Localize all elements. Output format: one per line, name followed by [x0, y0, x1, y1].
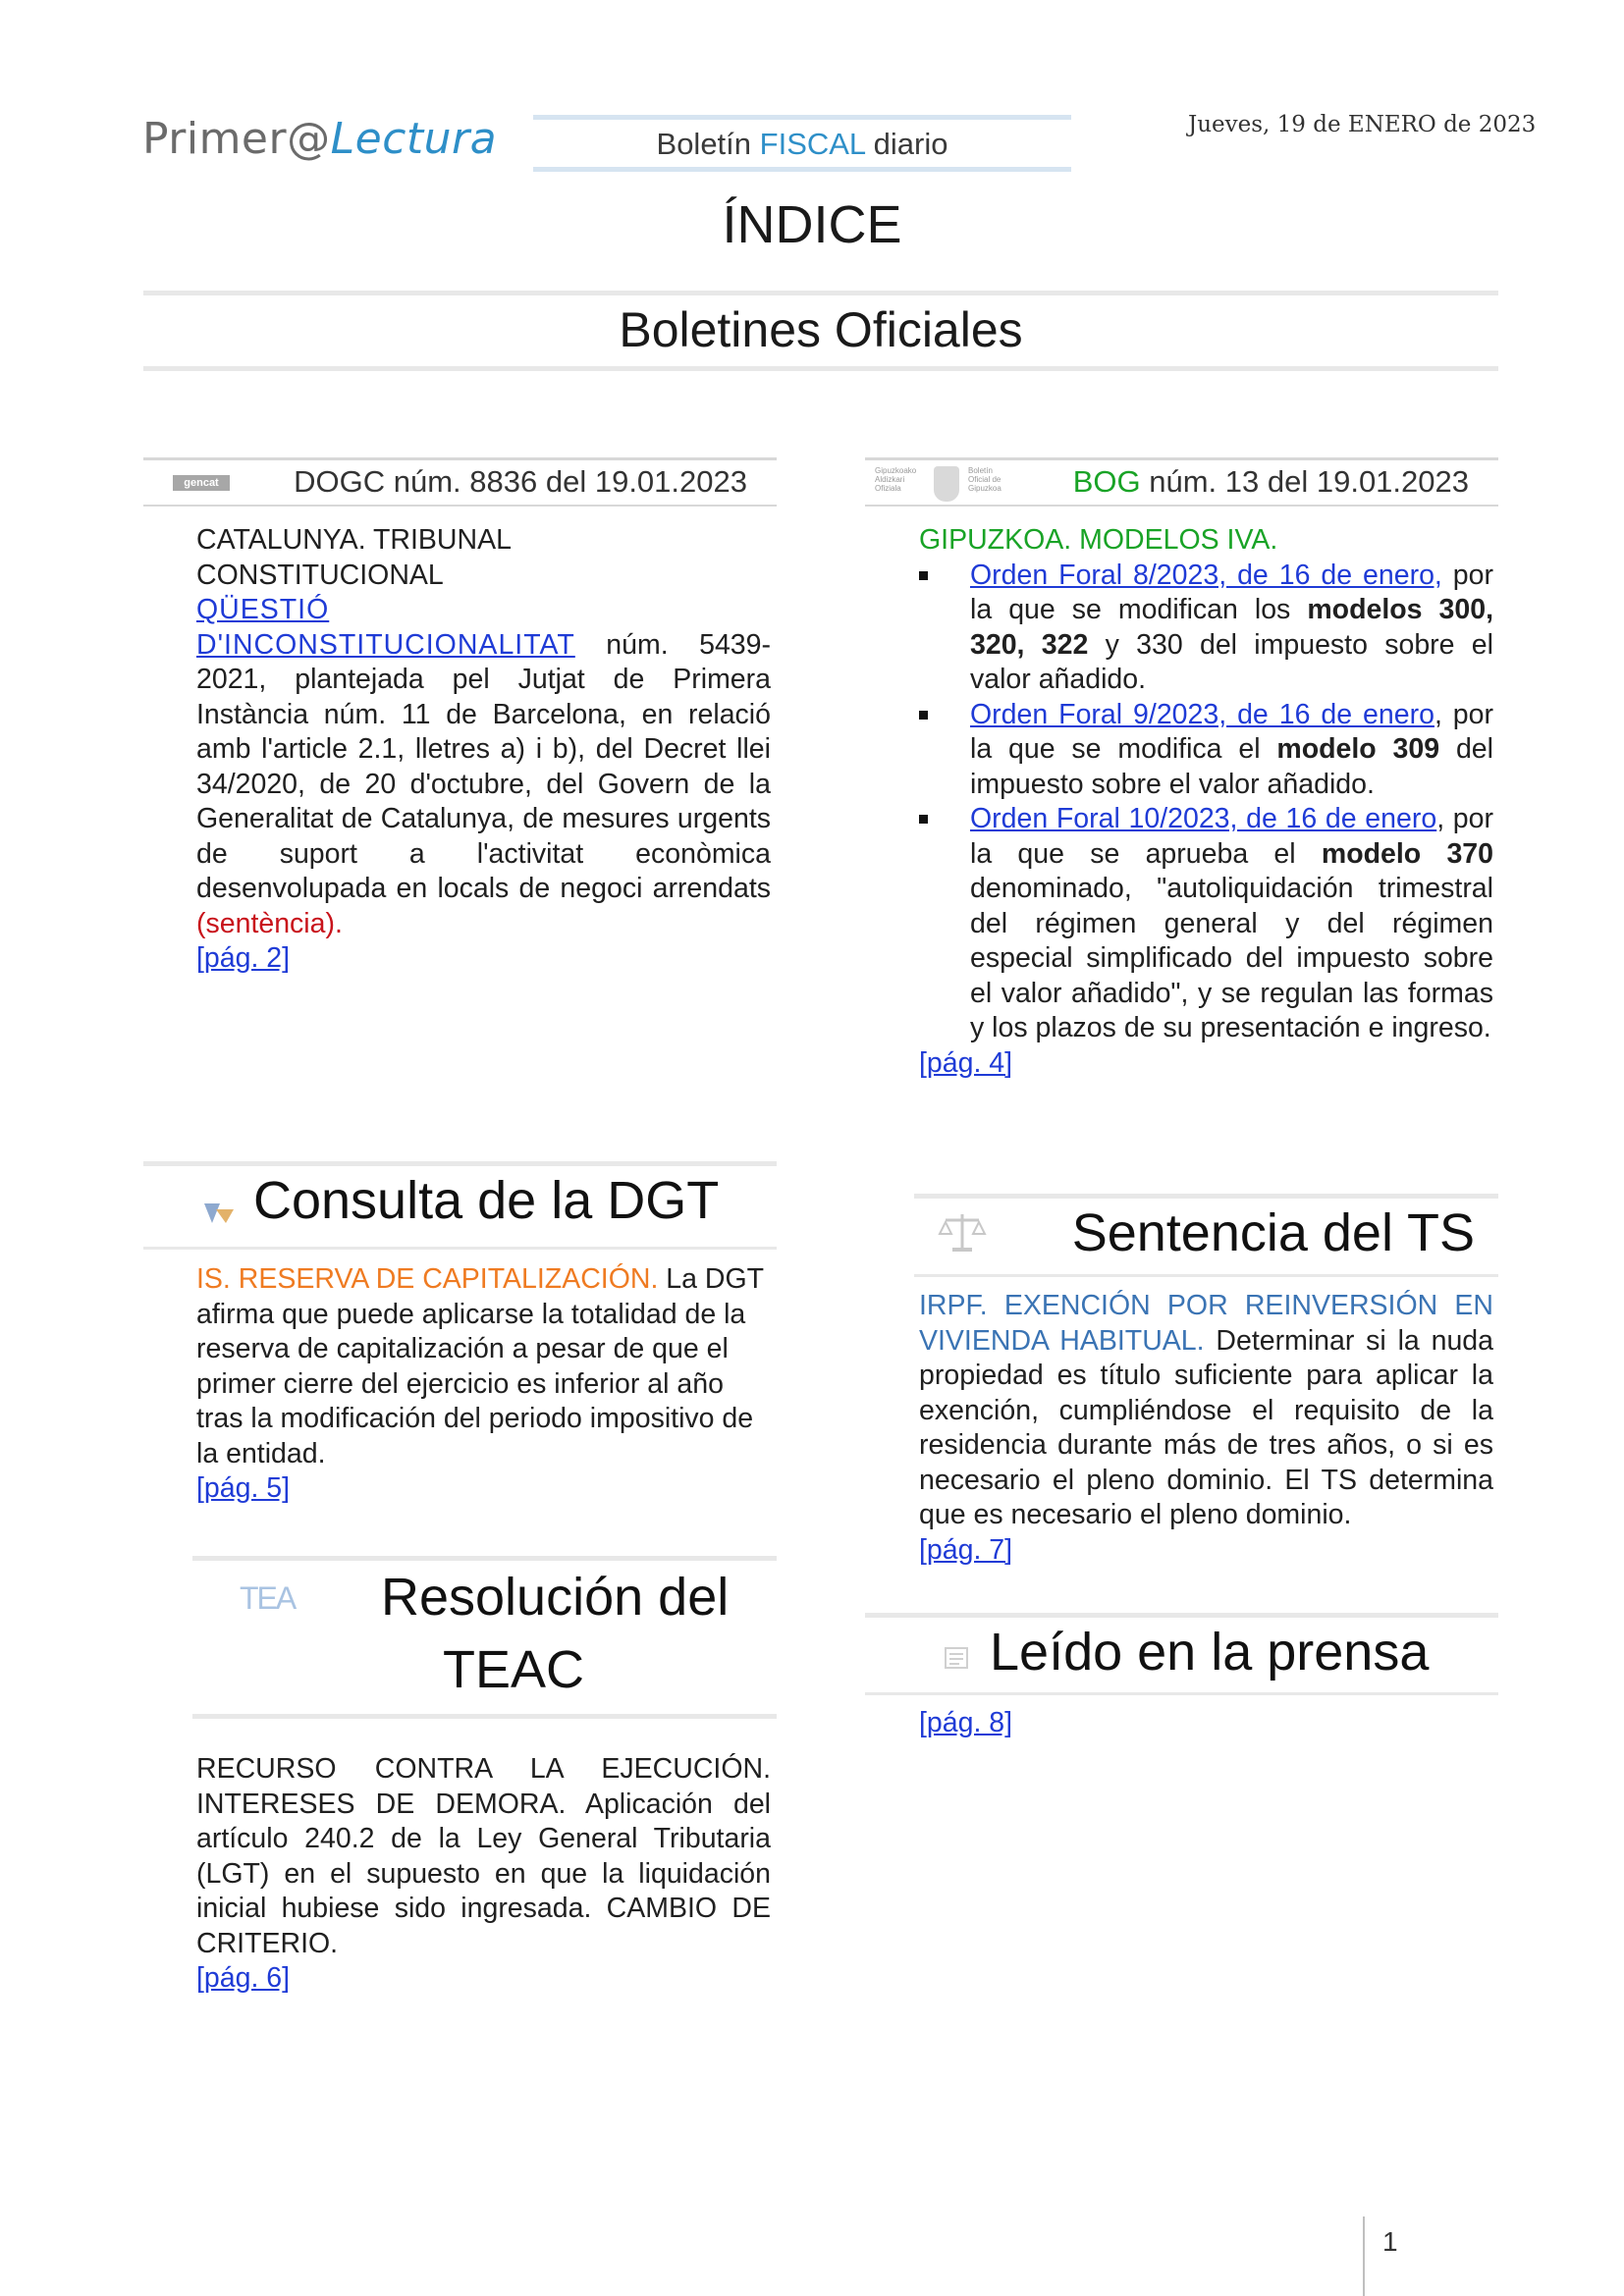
- bog-acronym: BOG: [1072, 464, 1141, 499]
- dogc-body: [196, 593, 771, 941]
- gencat-logo: gencat: [173, 475, 230, 491]
- tea-logo: TEA: [240, 1580, 296, 1616]
- dgt-page-link[interactable]: [pág. 5]: [196, 1472, 291, 1504]
- aeat-logo-icon: [202, 1196, 236, 1225]
- ts-body: [919, 1289, 1493, 1533]
- logo-main: Primer@: [142, 114, 331, 164]
- bullet-icon: [919, 711, 928, 720]
- bog-item-link-2[interactable]: Orden Foral 9/2023, de 16 de enero: [970, 698, 1435, 730]
- bog-item-bold: modelos 300, 320, 322: [970, 594, 1493, 661]
- boletines-title: Boletines Oficiales: [143, 291, 1498, 371]
- bullet-icon: [919, 815, 928, 824]
- teac-body-text: Aplicación del artículo 240.2 de la Ley General Tributaria (LGT) en el supuesto en que la liquidación inicial hubiese sido ingresada.: [196, 1788, 771, 1924]
- dogc-title-line: CATALUNYA. TRIBUNAL CONSTITUCIONAL: [196, 524, 511, 591]
- dgt-body: [196, 1262, 771, 1471]
- bog-section: [919, 523, 1493, 1081]
- dgt-title: Consulta de la DGT: [253, 1171, 720, 1230]
- logo-accent: Lectura: [330, 114, 498, 164]
- bog-title-line: GIPUZKOA. MODELOS IVA.: [919, 524, 1278, 556]
- dogc-body-text: núm. 5439-2021, plantejada pel Jutjat de Primera Instància núm. 11 de Barcelona, en relació amb l'article 2.1, lletres a) i b), del Decret llei 34/2020, de 20 d'octubre, del Govern de la Generalitat de Catalunya, de mesures urgents de suport a l'activitat econòmica desenvolupada en locals de negoci arrendats: [196, 628, 771, 904]
- prensa-page-link[interactable]: [pág. 8]: [919, 1707, 1013, 1738]
- bog-item-link-3[interactable]: Orden Foral 10/2023, de 16 de enero: [970, 803, 1437, 834]
- ts-page-link[interactable]: [pág. 7]: [919, 1533, 1013, 1566]
- prensa-section: [919, 1706, 1012, 1741]
- list-item: [919, 559, 1493, 698]
- gipuzkoa-logo-right: Boletín Oficial de Gipuzkoa: [968, 466, 1001, 493]
- dgt-section: [196, 1262, 771, 1507]
- bog-number: núm. 13 del 19.01.2023: [1140, 464, 1469, 499]
- dogc-page-link[interactable]: [pág. 2]: [196, 942, 291, 974]
- gipuzkoa-logo-left: Gipuzkoako Aldizkari Ofiziala: [875, 466, 917, 493]
- bog-header: [865, 457, 1498, 507]
- ts-body-text: Determinar si la nuda propiedad es título suficiente para aplicar la exención, cumpliéndose el requisito de la residencia durante más de tres años, o si es necesario el pleno dominio. El TS determina que es necesario el pleno dominio.: [919, 1324, 1493, 1530]
- ts-section: [919, 1289, 1493, 1568]
- issue-date: Jueves, 19 de ENERO de 2023: [1188, 112, 1537, 137]
- newspaper-icon: [944, 1645, 969, 1671]
- dogc-acronym: DOGC: [294, 464, 386, 499]
- scales-icon: [938, 1210, 987, 1255]
- bulletin-prefix: Boletín: [656, 127, 760, 161]
- dgt-body-text: La DGT afirma que puede aplicarse la totalidad de la reserva de capitalización a pesar de que el primer cierre del ejercicio es inferior al año tras la modificación del periodo impositivo de la entidad.: [196, 1263, 764, 1469]
- teac-header: [192, 1556, 777, 1719]
- bog-header-text: [1073, 464, 1469, 500]
- prensa-header: [865, 1613, 1498, 1695]
- list-item: [919, 698, 1493, 803]
- bog-item-link-1[interactable]: Orden Foral 8/2023, de 16 de enero,: [970, 559, 1442, 591]
- index-title: ÍNDICE: [722, 195, 902, 254]
- teac-tail: CAMBIO DE CRITERIO.: [196, 1893, 771, 1959]
- ts-header: [914, 1194, 1498, 1277]
- teac-body: [196, 1752, 771, 1961]
- teac-page-link[interactable]: [pág. 6]: [196, 1962, 291, 1994]
- bog-list: [919, 559, 1493, 1046]
- bog-item-text: y 330 del impuesto sobre el valor añadido.: [970, 628, 1493, 695]
- dogc-highlight: (sentència).: [196, 907, 343, 939]
- bulletin-fiscal: FISCAL: [759, 127, 866, 161]
- bog-item-text: por la que se modifican los: [970, 559, 1493, 625]
- bog-item-bold: modelo 370: [1321, 837, 1493, 870]
- teac-title-1: Resolución del: [381, 1568, 730, 1627]
- dogc-header: [143, 457, 777, 507]
- bullet-icon: [919, 571, 928, 580]
- teac-lead: RECURSO CONTRA LA EJECUCIÓN. INTERESES DE DEMORA.: [196, 1753, 771, 1820]
- gipuzkoa-crest-icon: [934, 466, 959, 502]
- page-number: 1: [1363, 2216, 1422, 2296]
- brand-logo: [142, 114, 497, 164]
- dgt-lead: IS. RESERVA DE CAPITALIZACIÓN.: [196, 1263, 659, 1295]
- prensa-title: Leído en la prensa: [990, 1623, 1430, 1682]
- bog-page-link[interactable]: [pág. 4]: [919, 1046, 1013, 1079]
- dogc-section: [196, 523, 771, 977]
- gipuzkoa-logo: [875, 464, 1022, 506]
- bulletin-name: [533, 115, 1071, 172]
- list-item: [919, 802, 1493, 1046]
- teac-title-2: TEAC: [443, 1640, 585, 1699]
- bog-item-text: del impuesto sobre el valor añadido.: [970, 733, 1493, 800]
- dogc-link[interactable]: QÜESTIÓ D'INCONSTITUCIONALITAT: [196, 594, 575, 661]
- ts-lead: IRPF. EXENCIÓN POR REINVERSIÓN EN VIVIENDA HABITUAL.: [919, 1290, 1493, 1357]
- dogc-number: núm. 8836 del 19.01.2023: [385, 464, 747, 499]
- bulletin-suffix: diario: [865, 127, 948, 161]
- dogc-header-text: [294, 464, 747, 500]
- teac-section: [196, 1752, 771, 1997]
- bog-item-text: , por la que se aprueba el: [970, 803, 1493, 870]
- bog-item-bold: modelo 309: [1276, 733, 1440, 765]
- bog-item-text: , por la que se modifica el: [970, 698, 1493, 765]
- dgt-header: [143, 1161, 777, 1250]
- bog-item-text: denominado, "autoliquidación trimestral del régimen general y del régimen especial simplificado del impuesto sobre el valor añadido", y se regulan las formas y los plazos de su presentación e ingreso.: [970, 873, 1493, 1043]
- ts-title: Sentencia del TS: [1071, 1203, 1475, 1262]
